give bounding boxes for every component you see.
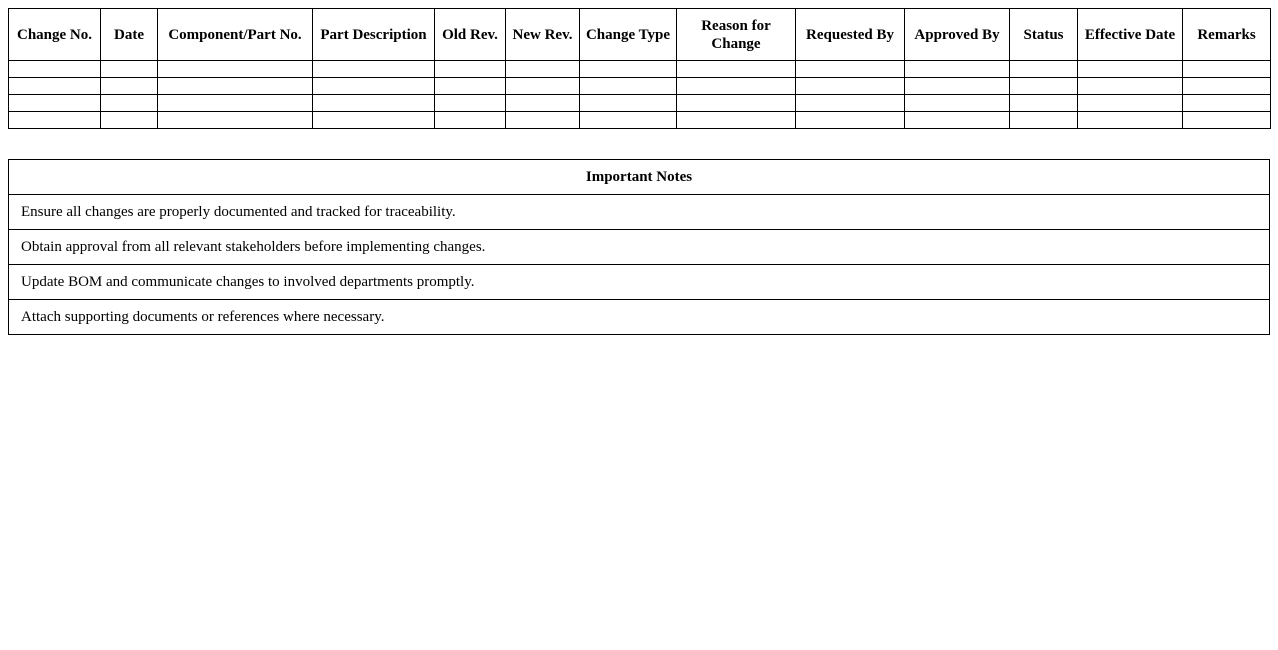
table-cell bbox=[9, 61, 101, 78]
table-cell bbox=[506, 112, 580, 129]
column-header-part-description: Part Description bbox=[313, 9, 435, 61]
table-cell bbox=[1010, 61, 1078, 78]
table-cell bbox=[796, 95, 905, 112]
note-text: Update BOM and communicate changes to involved departments promptly. bbox=[9, 265, 1270, 300]
table-cell bbox=[1078, 95, 1183, 112]
column-header-new-rev: New Rev. bbox=[506, 9, 580, 61]
note-text: Ensure all changes are properly documented and tracked for traceability. bbox=[9, 195, 1270, 230]
header-row bbox=[9, 9, 1271, 61]
table-cell bbox=[580, 61, 677, 78]
note-row bbox=[9, 195, 1270, 230]
table-cell bbox=[435, 61, 506, 78]
column-header-change-no: Change No. bbox=[9, 9, 101, 61]
note-text: Attach supporting documents or references where necessary. bbox=[9, 300, 1270, 335]
column-header-reason-for-change: Reason for Change bbox=[677, 9, 796, 61]
table-cell bbox=[1078, 61, 1183, 78]
notes-title: Important Notes bbox=[9, 160, 1270, 195]
table-cell bbox=[905, 112, 1010, 129]
table-cell bbox=[580, 112, 677, 129]
column-header-old-rev: Old Rev. bbox=[435, 9, 506, 61]
table-cell bbox=[313, 61, 435, 78]
table-cell bbox=[158, 61, 313, 78]
table-row bbox=[9, 78, 1271, 95]
table-row bbox=[9, 95, 1271, 112]
important-notes-table bbox=[8, 159, 1270, 335]
table-cell bbox=[435, 78, 506, 95]
table-cell bbox=[677, 112, 796, 129]
table-cell bbox=[313, 95, 435, 112]
column-header-date: Date bbox=[101, 9, 158, 61]
table-cell bbox=[677, 61, 796, 78]
table-cell bbox=[313, 112, 435, 129]
table-cell bbox=[506, 61, 580, 78]
table-cell bbox=[580, 78, 677, 95]
column-header-component-part-no: Component/Part No. bbox=[158, 9, 313, 61]
note-row bbox=[9, 300, 1270, 335]
table-cell bbox=[677, 78, 796, 95]
table-row bbox=[9, 61, 1271, 78]
note-row bbox=[9, 230, 1270, 265]
column-header-requested-by: Requested By bbox=[796, 9, 905, 61]
table-cell bbox=[796, 112, 905, 129]
table-cell bbox=[158, 95, 313, 112]
column-header-status: Status bbox=[1010, 9, 1078, 61]
table-cell bbox=[313, 78, 435, 95]
change-log-table bbox=[8, 8, 1271, 129]
table-cell bbox=[101, 95, 158, 112]
table-cell bbox=[101, 78, 158, 95]
table-cell bbox=[101, 61, 158, 78]
table-cell bbox=[905, 61, 1010, 78]
table-cell bbox=[1183, 78, 1271, 95]
table-cell bbox=[101, 112, 158, 129]
table-cell bbox=[677, 95, 796, 112]
table-cell bbox=[435, 112, 506, 129]
table-cell bbox=[1078, 78, 1183, 95]
column-header-effective-date: Effective Date bbox=[1078, 9, 1183, 61]
table-cell bbox=[796, 78, 905, 95]
table-cell bbox=[435, 95, 506, 112]
column-header-approved-by: Approved By bbox=[905, 9, 1010, 61]
table-cell bbox=[158, 112, 313, 129]
table-cell bbox=[9, 78, 101, 95]
column-header-change-type: Change Type bbox=[580, 9, 677, 61]
note-text: Obtain approval from all relevant stakeholders before implementing changes. bbox=[9, 230, 1270, 265]
notes-header-row bbox=[9, 160, 1270, 195]
column-header-remarks: Remarks bbox=[1183, 9, 1271, 61]
note-row bbox=[9, 265, 1270, 300]
table-row bbox=[9, 112, 1271, 129]
table-cell bbox=[9, 95, 101, 112]
table-cell bbox=[905, 78, 1010, 95]
table-cell bbox=[1078, 112, 1183, 129]
table-cell bbox=[506, 78, 580, 95]
table-cell bbox=[506, 95, 580, 112]
table-cell bbox=[1183, 61, 1271, 78]
table-cell bbox=[796, 61, 905, 78]
table-cell bbox=[1010, 78, 1078, 95]
table-cell bbox=[9, 112, 101, 129]
table-cell bbox=[1183, 112, 1271, 129]
table-cell bbox=[905, 95, 1010, 112]
table-cell bbox=[158, 78, 313, 95]
table-cell bbox=[1010, 112, 1078, 129]
table-cell bbox=[580, 95, 677, 112]
table-cell bbox=[1010, 95, 1078, 112]
table-cell bbox=[1183, 95, 1271, 112]
